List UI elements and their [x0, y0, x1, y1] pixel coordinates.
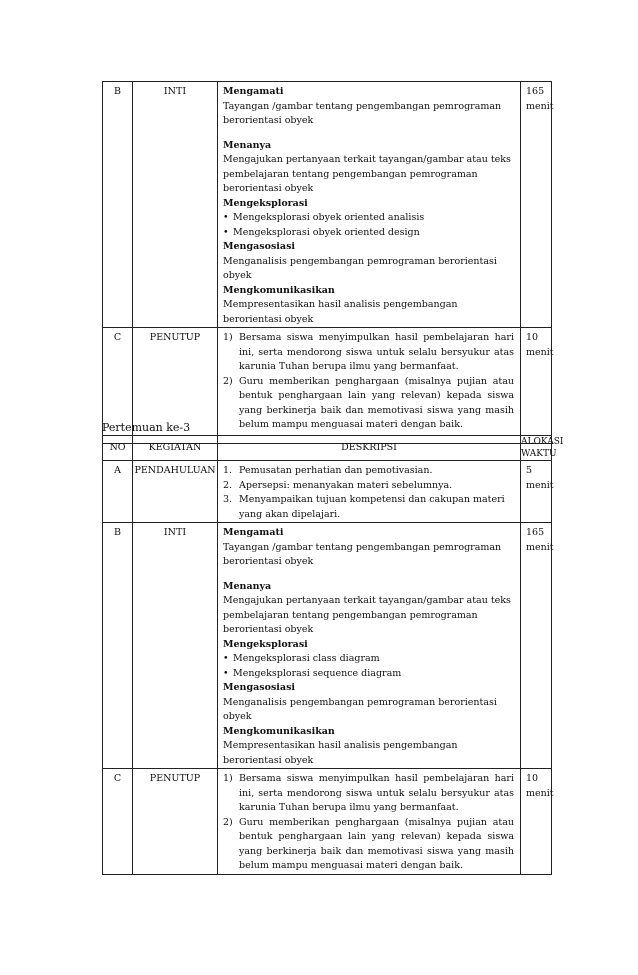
table-row	[103, 769, 552, 875]
row-alokasi: 10 menit	[521, 328, 552, 444]
table-row	[103, 523, 552, 769]
section-title: Mengamati	[223, 86, 284, 97]
header-deskripsi: DESKRIPSI	[218, 436, 521, 461]
row-kegiatan: PENDAHULUAN	[133, 461, 218, 523]
section-title: Mengasosiasi	[223, 682, 296, 693]
row-kegiatan: INTI	[133, 82, 218, 328]
list-item: 2) Guru memberikan penghargaan (misalnya pujian atau bentuk penghargaan lain yang relevan) kepada siswa yang berkinerja baik dan memotivasi siswa yang masih belum mampu menguasai materi dengan baik.	[223, 816, 514, 871]
row-no: C	[103, 328, 133, 444]
section-title: Mengamati	[223, 527, 284, 538]
row-alokasi: 5 menit	[521, 461, 552, 523]
list-item: 1) Bersama siswa menyimpulkan hasil pembelajaran hari ini, serta mendorong siswa untuk selalu bersyukur atas karunia Tuhan berupa ilmu yang bermanfaat.	[223, 773, 514, 813]
section-title: Mengkomunikasikan	[223, 725, 335, 737]
bullet-list	[223, 211, 514, 240]
table-row	[103, 82, 552, 328]
activity-table	[102, 435, 564, 875]
section-text: Tayangan /gambar tentang pengembangan pemrograman berorientasi obyek	[223, 541, 502, 567]
section-text: Mengajukan pertanyaan terkait tayangan/gambar atau teks pembelajaran tentang pengembangan pemrograman berorientasi obyek	[223, 595, 511, 635]
row-alokasi: 10 menit	[521, 769, 552, 875]
section-text: Mempresentasikan hasil analisis pengembangan berorientasi obyek	[223, 740, 458, 766]
list-item: • Mengeksplorasi obyek oriented design	[223, 226, 514, 241]
row-no: B	[103, 82, 133, 328]
list-item: • Mengeksplorasi obyek oriented analisis	[223, 211, 514, 226]
row-alokasi: 165 menit	[521, 82, 552, 328]
numbered-list	[223, 331, 514, 433]
list-item: 2. Apersepsi: menanyakan materi sebelumnya.	[223, 479, 453, 491]
row-kegiatan: PENUTUP	[133, 769, 218, 875]
section-text: Menganalisis pengembangan pemrograman berorientasi obyek	[223, 255, 497, 281]
header-no: NO	[103, 436, 133, 461]
row-no: C	[103, 769, 133, 875]
section-text: Menganalisis pengembangan pemrograman berorientasi obyek	[223, 696, 497, 722]
header-alokasi: ALOKASI WAKTU	[521, 437, 564, 459]
section-title: Mengeksplorasi	[223, 197, 308, 209]
list-item: • Mengeksplorasi class diagram	[223, 652, 514, 667]
row-deskripsi	[218, 328, 521, 444]
row-alokasi: 165 menit	[521, 523, 552, 769]
bullet-list	[223, 652, 514, 681]
row-deskripsi	[218, 523, 521, 769]
meeting-title: Pertemuan ke-3	[102, 421, 191, 434]
row-deskripsi	[218, 82, 521, 328]
row-deskripsi	[218, 461, 521, 523]
section-text: Mempresentasikan hasil analisis pengembangan berorientasi obyek	[223, 299, 458, 325]
section-title: Menanya	[223, 580, 272, 592]
section-title: Mengeksplorasi	[223, 638, 308, 650]
row-kegiatan: PENUTUP	[133, 328, 218, 444]
header-kegiatan: KEGIATAN	[133, 436, 218, 461]
row-deskripsi	[218, 769, 521, 875]
numbered-list	[223, 464, 514, 522]
list-item: 1) Bersama siswa menyimpulkan hasil pembelajaran hari ini, serta mendorong siswa untuk selalu bersyukur atas karunia Tuhan berupa ilmu yang bermanfaat.	[223, 332, 514, 372]
list-item: 1. Pemusatan perhatian dan pemotivasian.	[223, 465, 433, 476]
activity-table-continued	[102, 81, 552, 444]
numbered-list	[223, 772, 514, 874]
list-item: 2) Guru memberikan penghargaan (misalnya pujian atau bentuk penghargaan lain yang relevan) kepada siswa yang berkinerja baik dan memotivasi siswa yang masih belum mampu menguasai materi dengan baik.	[223, 375, 514, 430]
section-title: Mengasosiasi	[223, 241, 296, 252]
table-header-row	[103, 436, 552, 461]
row-no: B	[103, 523, 133, 769]
section-text: Tayangan /gambar tentang pengembangan pemrograman berorientasi obyek	[223, 100, 502, 126]
section-text: Mengajukan pertanyaan terkait tayangan/gambar atau teks pembelajaran tentang pengembangan pemrograman berorientasi obyek	[223, 154, 511, 194]
section-title: Mengkomunikasikan	[223, 284, 335, 296]
row-no: A	[103, 461, 133, 523]
list-item: 3. Menyampaikan tujuan kompetensi dan cakupan materi yang akan dipelajari.	[223, 494, 505, 520]
table-row	[103, 461, 552, 523]
section-title: Menanya	[223, 139, 272, 151]
row-kegiatan: INTI	[133, 523, 218, 769]
list-item: • Mengeksplorasi sequence diagram	[223, 667, 514, 682]
